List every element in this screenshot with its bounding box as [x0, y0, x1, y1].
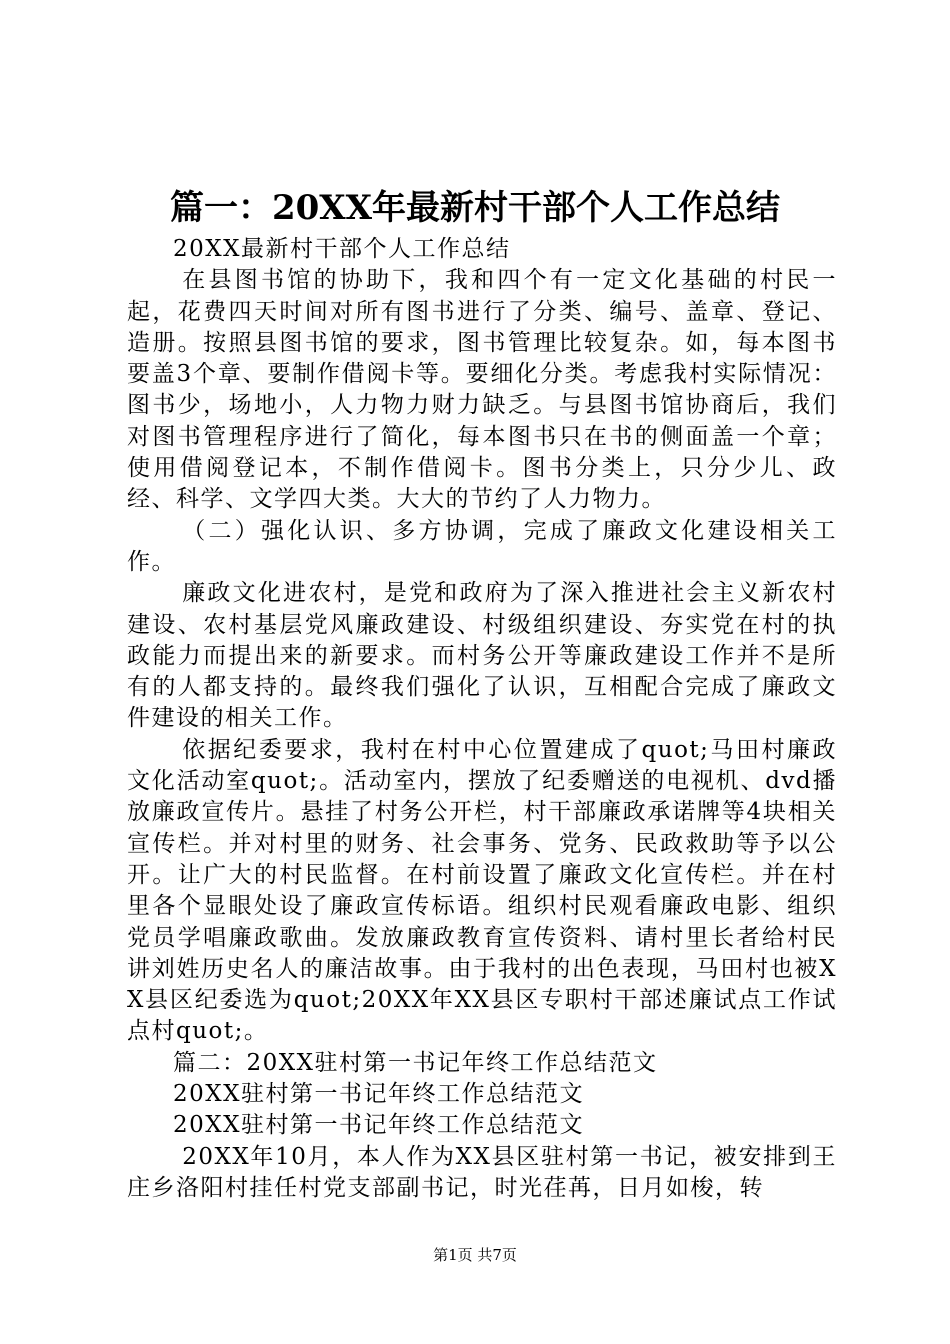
- document-title: 篇一：20XX年最新村干部个人工作总结: [169, 188, 781, 228]
- paragraph-part-two-subtitle-a: 20XX驻村第一书记年终工作总结范文: [173, 1081, 585, 1108]
- paragraph-subtitle: 20XX最新村干部个人工作总结: [173, 236, 511, 262]
- document-body: [127, 234, 837, 1204]
- paragraph-integrity-culture: 廉政文化进农村，是党和政府为了深入推进社会主义新农村建设、农村基层党风廉政建设、村级组织建设、夯实党在村的执政能力而提出来的新要求。而村务公开等廉政建设工作并不是所有的人都支持的。最终我们强化了认识，互相配合完成了廉政文件建设的相关工作。: [127, 580, 837, 732]
- paragraph-activity-room: 依据纪委要求，我村在村中心位置建成了quot;马田村廉政文化活动室quot;。活动室内，摆放了纪委赠送的电视机、dvd播放廉政宣传片。悬挂了村务公开栏，村干部廉政承诺牌等4块相关宣传栏。并对村里的财务、社会事务、党务、民政救助等予以公开。让广大的村民监督。在村前设置了廉政文化宣传栏。并在村里各个显眼处设了廉政宣传标语。组织村民观看廉政电影、组织党员学唱廉政歌曲。发放廉政教育宣传资料、请村里长者给村民讲刘姓历史名人的廉洁故事。由于我村的出色表现，马田村也被XX县区纪委选为quot;20XX年XX县区专职村干部述廉试点工作试点村quot;。: [127, 736, 837, 1045]
- paragraph-section-two-heading: （二）强化认识、多方协调，完成了廉政文化建设相关工作。: [127, 517, 837, 575]
- paragraph-part-two-subtitle-b: 20XX驻村第一书记年终工作总结范文: [173, 1112, 585, 1139]
- paragraph-first-secretary: 20XX年10月，本人作为XX县区驻村第一书记，被安排到王庄乡洛阳村挂任村党支部副书记，时光荏苒，日月如梭，转: [127, 1143, 837, 1201]
- paragraph-library-work: 在县图书馆的协助下，我和四个有一定文化基础的村民一起，花费四天时间对所有图书进行了分类、编号、盖章、登记、造册。按照县图书馆的要求，图书管理比较复杂。如，每本图书要盖3个章、要制作借阅卡等。要细化分类。考虑我村实际情况：图书少，场地小，人力物力财力缺乏。与县图书馆协商后，我们对图书管理程序进行了简化，每本图书只在书的侧面盖一个章；使用借阅登记本，不制作借阅卡。图书分类上，只分少儿、政经、科学、文学四大类。大大的节约了人力物力。: [127, 267, 837, 513]
- page-number: 第1页 共7页: [433, 1246, 517, 1264]
- paragraph-part-two-title: 篇二：20XX驻村第一书记年终工作总结范文: [173, 1049, 658, 1076]
